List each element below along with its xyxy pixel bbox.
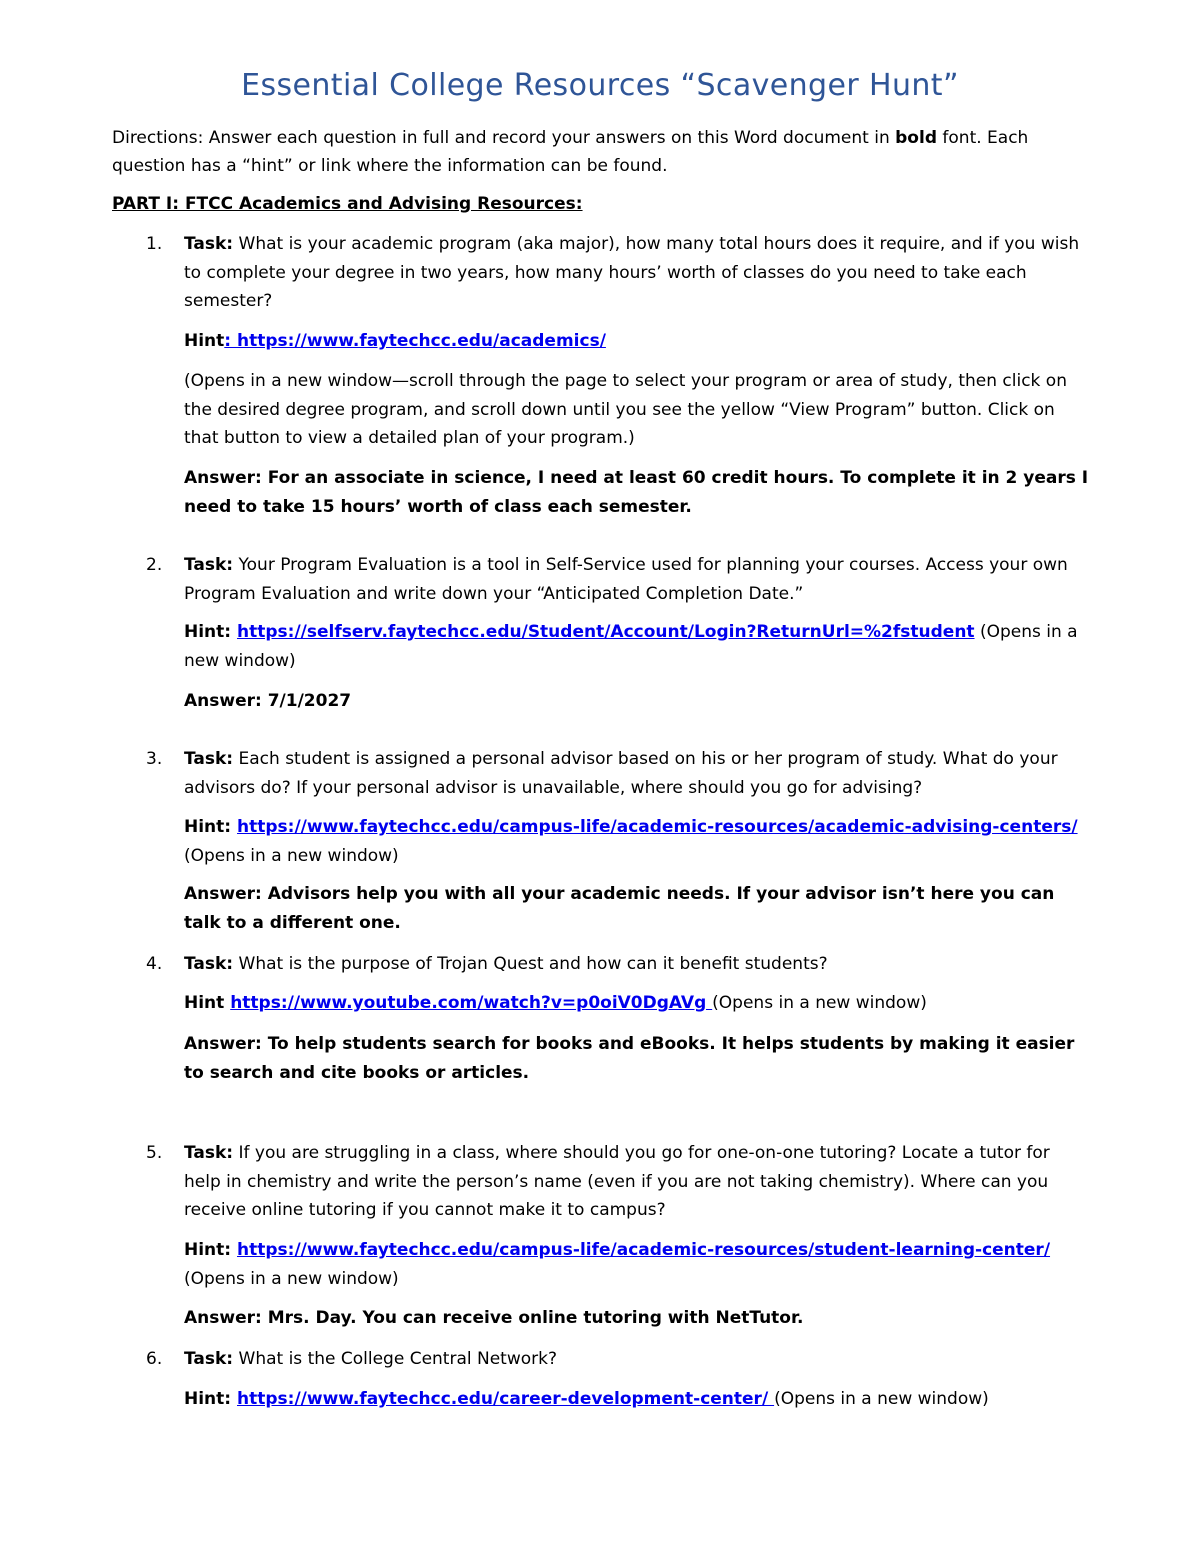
question-task (184, 551, 1089, 608)
question-hint (184, 327, 1089, 356)
hint-label: Hint (184, 331, 225, 351)
hint-after: (Opens in a new window) (184, 622, 1078, 671)
task-label: Task: (184, 555, 234, 575)
question-hint (184, 989, 1089, 1018)
task-text: Your Program Evaluation is a tool in Self-Service used for planning your courses. Access your own Program Evaluation and write down your “Anticipated Completion Date.” (184, 555, 1068, 604)
hint-label: Hint: (184, 1240, 238, 1260)
directions-prefix: Directions: Answer each question in full and record your answers on this Word document in (112, 128, 896, 148)
question-hint (184, 618, 1089, 675)
hint-after: (Opens in a new window) (712, 993, 927, 1013)
part-heading: PART I: FTCC Academics and Advising Resources: (112, 194, 583, 214)
task-label: Task: (184, 1143, 234, 1163)
task-text: What is your academic program (aka major), how many total hours does it require, and if you wish to complete your degree in two years, how many hours’ worth of classes do you need to take each semester? (184, 234, 1080, 311)
directions-bold-word: bold (895, 128, 937, 148)
hint-link[interactable]: https://www.youtube.com/watch?v=p0oiV0DgAVg (230, 993, 713, 1013)
hint-label: Hint: (184, 1389, 238, 1409)
hint-label: Hint (184, 993, 231, 1013)
hint-link[interactable]: https://www.faytechcc.edu/campus-life/academic-resources/student-learning-center/ (237, 1240, 1051, 1260)
hint-link[interactable]: https://www.faytechcc.edu/campus-life/academic-resources/academic-advising-centers/ (237, 817, 1078, 837)
question-answer: Answer: 7/1/2027 (184, 691, 352, 711)
question-number: 6. (146, 1349, 163, 1369)
task-text: What is the purpose of Trojan Quest and how can it benefit students? (238, 954, 828, 974)
question-hint (184, 1236, 1089, 1293)
question-number: 2. (146, 555, 163, 575)
question-number: 3. (146, 749, 163, 769)
question-number: 1. (146, 234, 163, 254)
hint-link[interactable]: https://selfserv.faytechcc.edu/Student/Account/Login?ReturnUrl=%2fstudent (237, 622, 975, 642)
hint-after: (Opens in a new window) (774, 1389, 989, 1409)
question-hint (184, 813, 1089, 870)
hint-link[interactable]: : https://www.faytechcc.edu/academics/ (224, 331, 606, 351)
document-title: Essential College Resources “Scavenger Hunt” (241, 68, 959, 103)
question-number: 4. (146, 954, 163, 974)
question-task (184, 1139, 1089, 1225)
directions-paragraph (112, 124, 1082, 180)
task-label: Task: (184, 1349, 234, 1369)
task-label: Task: (184, 749, 234, 769)
question-answer: Answer: Mrs. Day. You can receive online tutoring with NetTutor. (184, 1308, 804, 1328)
task-text: What is the College Central Network? (238, 1349, 558, 1369)
hint-label: Hint: (184, 622, 238, 642)
task-label: Task: (184, 954, 234, 974)
question-answer: Answer: To help students search for books and eBooks. It helps students by making it easier to search and cite books or articles. (184, 1034, 1075, 1083)
question-task (184, 745, 1089, 802)
task-text: If you are struggling in a class, where should you go for one-on-one tutoring? Locate a tutor for help in chemistry and write the person’s name (even if you are not taking chemistry). Where can you receive online tutoring if you cannot make it to campus? (184, 1143, 1050, 1220)
task-text: Each student is assigned a personal advisor based on his or her program of study. What do your advisors do? If your personal advisor is unavailable, where should you go for advising? (184, 749, 1058, 798)
question-note: (Opens in a new window—scroll through the page to select your program or area of study, then click on the desired degree program, and scroll down until you see the yellow “View Program” button. Click on that button to view a detailed plan of your program.) (184, 371, 1067, 448)
hint-label: Hint: (184, 817, 238, 837)
task-label: Task: (184, 234, 234, 254)
directions-suffix: font. Each question has a “hint” or link where the information can be found. (112, 128, 1029, 176)
question-task (184, 1345, 1089, 1374)
question-number: 5. (146, 1143, 163, 1163)
hint-link[interactable]: https://www.faytechcc.edu/career-development-center/ (237, 1389, 775, 1409)
question-task (184, 950, 1089, 979)
question-answer: Answer: Advisors help you with all your academic needs. If your advisor isn’t here you can talk to a different one. (184, 884, 1055, 933)
question-answer: Answer: For an associate in science, I need at least 60 credit hours. To complete it in 2 years I need to take 15 hours’ worth of class each semester. (184, 468, 1089, 517)
hint-after: (Opens in a new window) (184, 845, 399, 866)
question-hint (184, 1385, 1089, 1414)
hint-after: (Opens in a new window) (184, 1268, 399, 1289)
question-task (184, 230, 1089, 316)
